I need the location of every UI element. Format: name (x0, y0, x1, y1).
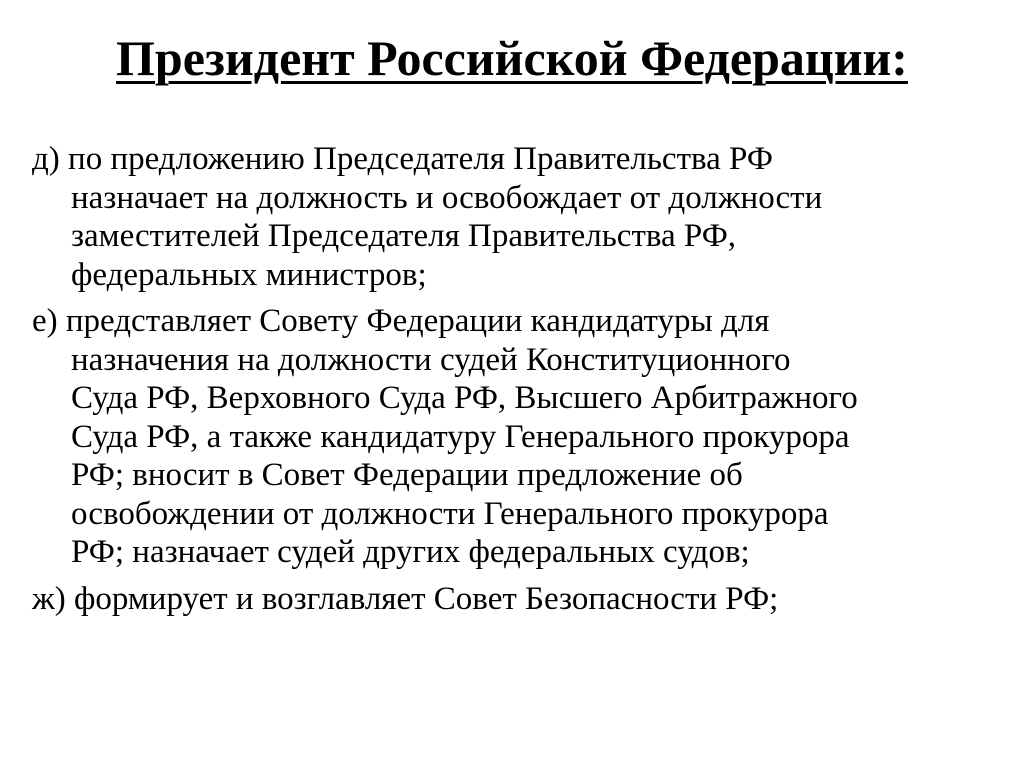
item-zh-line-1: ж) формирует и возглавляет Совет Безопасности РФ; (32, 580, 779, 617)
item-d-line-1: д) по предложению Председателя Правительства РФ (32, 141, 773, 177)
list-item-d (32, 140, 1007, 294)
list-item-e (32, 302, 1007, 572)
item-e-line-5: РФ; вносит в Совет Федерации предложение об (71, 457, 743, 493)
slide-title: Президент Российской Федерации: (116, 30, 908, 86)
item-e-line-7: РФ; назначает судей других федеральных судов; (71, 534, 750, 570)
item-d-line-3: заместителей Председателя Правительства РФ, (71, 218, 737, 254)
item-d-line-4: федеральных министров; (71, 256, 427, 293)
list-item-zh (32, 580, 1007, 619)
item-e-line-4: Суда РФ, а также кандидатуру Генерального прокурора (71, 418, 850, 455)
item-e-line-6: освобождении от должности Генерального прокурора (71, 495, 829, 532)
item-list (32, 140, 1007, 626)
item-e-line-2: назначения на должности судей Конституционного (71, 341, 791, 378)
item-e-line-1: е) представляет Совету Федерации кандидатуры для (32, 303, 770, 339)
item-e-line-3: Суда РФ, Верховного Суда РФ, Высшего Арбитражного (71, 380, 858, 416)
item-d-line-2: назначает на должность и освобождает от должности (71, 179, 823, 216)
